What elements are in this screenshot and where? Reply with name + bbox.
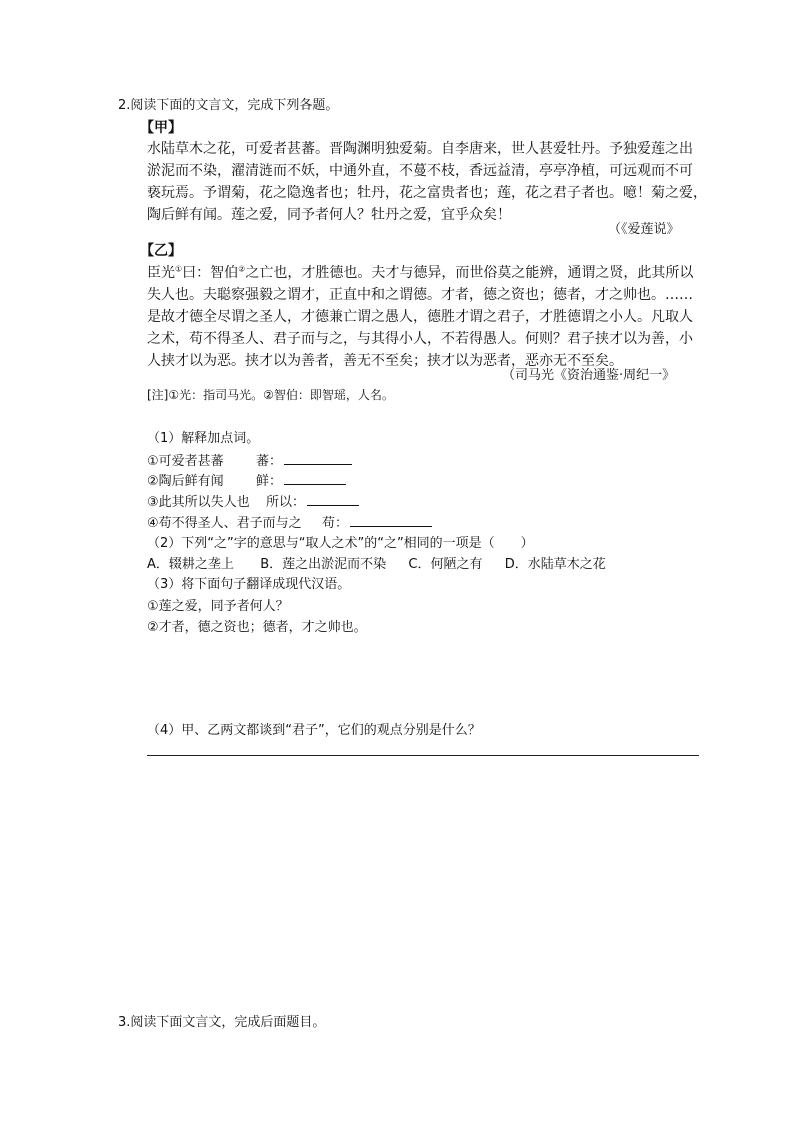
jia-source: （《爱莲说》 [608, 222, 680, 237]
answer-line[interactable] [147, 755, 699, 756]
sub2-title: （2）下列“之”字的意思与“取人之术”的“之”相同的一项是（ ） [147, 536, 534, 551]
yi-note: [注]①光：指司马光。②智伯：即智瑶，人名。 [147, 388, 394, 402]
sub2-options [147, 554, 606, 576]
jia-line-3: 亵玩焉。予谓菊，花之隐逸者也；牡丹，花之富贵者也；莲，花之君子者也。噫！菊之爱， [147, 185, 707, 201]
yi-line-1: 臣光①曰：智伯②之亡也，才胜德也。夫才与德异，而世俗莫之能辨，通谓之贤，此其所以 [147, 264, 694, 281]
option-b[interactable]: B．莲之出淤泥而不染 [260, 557, 387, 572]
yi-line-5: 人挟才以为恶。挟才以为善者，善无不至矣；挟才以为恶者，恶亦无不至矣。 [147, 353, 623, 369]
yi-line-3: 是故才德全尽谓之圣人，才德兼亡谓之愚人，德胜才谓之君子，才胜德谓之小人。凡取人 [147, 309, 693, 325]
answer-blank-3[interactable] [307, 491, 359, 506]
answer-blank-4[interactable] [350, 512, 432, 527]
sub3-item-1: ①莲之爱，同予者何人？ [147, 599, 289, 614]
sub1-item-3: ③此其所以失人也 所以： [147, 491, 359, 514]
yi-source: （司马光《资治通鉴·周纪一》 [502, 368, 676, 383]
section-yi-label: 【乙】 [140, 243, 182, 259]
sub4-title: （4）甲、乙两文都谈到“君子”，它们的观点分别是什么？ [147, 723, 481, 738]
sub3-item-2: ②才者，德之资也；德者，才之帅也。 [147, 620, 367, 635]
answer-blank-2[interactable] [284, 470, 346, 485]
sub1-title: （1）解释加点词。 [147, 431, 260, 446]
yi-line-2: 失人也。夫聪察强毅之谓才，正直中和之谓德。才者，德之资也；德者，才之帅也。…… [147, 287, 693, 303]
sub1-item-4: ④苟不得圣人、君子而与之 苟： [147, 512, 432, 535]
yi-line-4: 之术，苟不得圣人、君子而与之，与其得小人，不若得愚人。何则？君子挟才以为善，小 [147, 331, 693, 347]
jia-line-4: 陶后鲜有闻。莲之爱，同予者何人？牡丹之爱，宜乎众矣！ [147, 207, 511, 223]
jia-line-2: 淤泥而不染，濯清涟而不妖，中通外直，不蔓不枝，香远益清，亭亭净植，可远观而不可 [147, 163, 693, 179]
sub1-item-1: ①可爱者甚蕃 蕃： [147, 450, 352, 473]
option-d[interactable]: D．水陆草木之花 [504, 557, 606, 572]
answer-blank-1[interactable] [284, 450, 352, 465]
option-c[interactable]: C．何陋之有 [408, 557, 483, 572]
sub3-title: （3）将下面句子翻译成现代汉语。 [147, 577, 351, 592]
question-3-intro: 3.阅读下面文言文，完成后面题目。 [118, 1015, 326, 1030]
section-jia-label: 【甲】 [140, 120, 182, 136]
jia-line-1: 水陆草木之花，可爱者甚蕃。晋陶渊明独爱菊。自李唐来，世人甚爱牡丹。予独爱莲之出 [147, 141, 693, 157]
question-2-intro: 2.阅读下面的文言文，完成下列各题。 [118, 98, 339, 113]
option-a[interactable]: A．辍耕之垄上 [147, 557, 234, 572]
sub1-item-2: ②陶后鲜有闻 鲜： [147, 470, 346, 493]
